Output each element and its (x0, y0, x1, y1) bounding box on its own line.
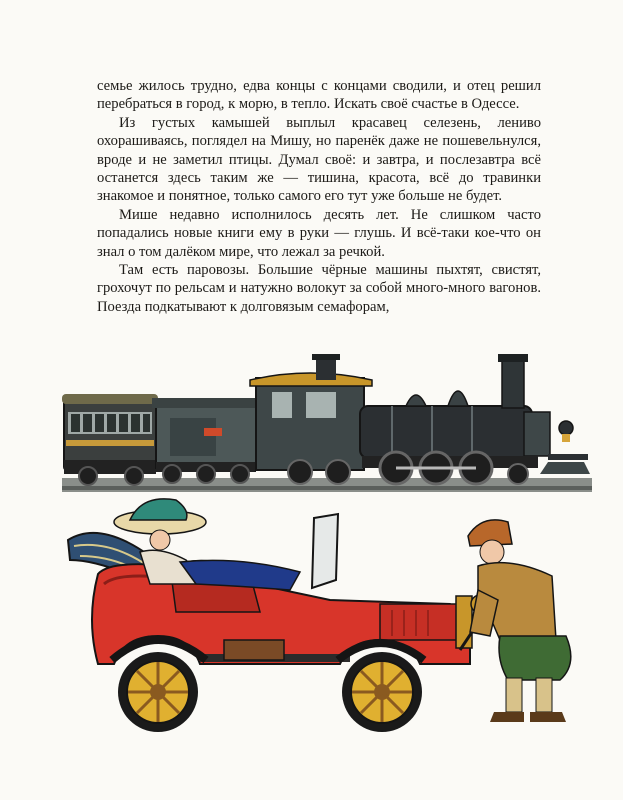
tender (152, 398, 260, 483)
passenger-carriage (62, 394, 158, 485)
steam-locomotive (250, 354, 590, 484)
paragraph-2: Из густых камышей выплыл красавец селезень, лениво охорашиваясь, поглядел на Мишу, но паренёк даже не пошевельнулся, вроде и не заметил птицы. Думал своё: и завтра, и послезавтра всё останется здесь таким же — тишина, красота, всё до травинки знакомое и понятное, только самого его тут уже больше не будет. (97, 114, 541, 205)
paragraph-4: Там есть паровозы. Большие чёрные машины пыхтят, свистят, грохочут по рельсам и натужно волокут за собой много-много вагонов. Поезда подкатывают к долговязым семафорам, (97, 262, 541, 315)
illustration (0, 340, 623, 800)
chauffeur (460, 520, 571, 722)
train-illustration (62, 354, 592, 492)
story-text (97, 77, 541, 316)
vintage-car-illustration (68, 499, 571, 732)
paragraph-3: Мише недавно исполнилось десять лет. Не слишком часто попадались новые книги ему в руки — глушь. И всё-таки кое-что он знал о том далёком мире, что лежал за речкой. (97, 206, 541, 260)
paragraph-1: семье жилось трудно, едва концы с концами сводили, и отец решил перебраться в город, к морю, в тепло. Искать своё счастье в Одессе. (97, 78, 541, 113)
